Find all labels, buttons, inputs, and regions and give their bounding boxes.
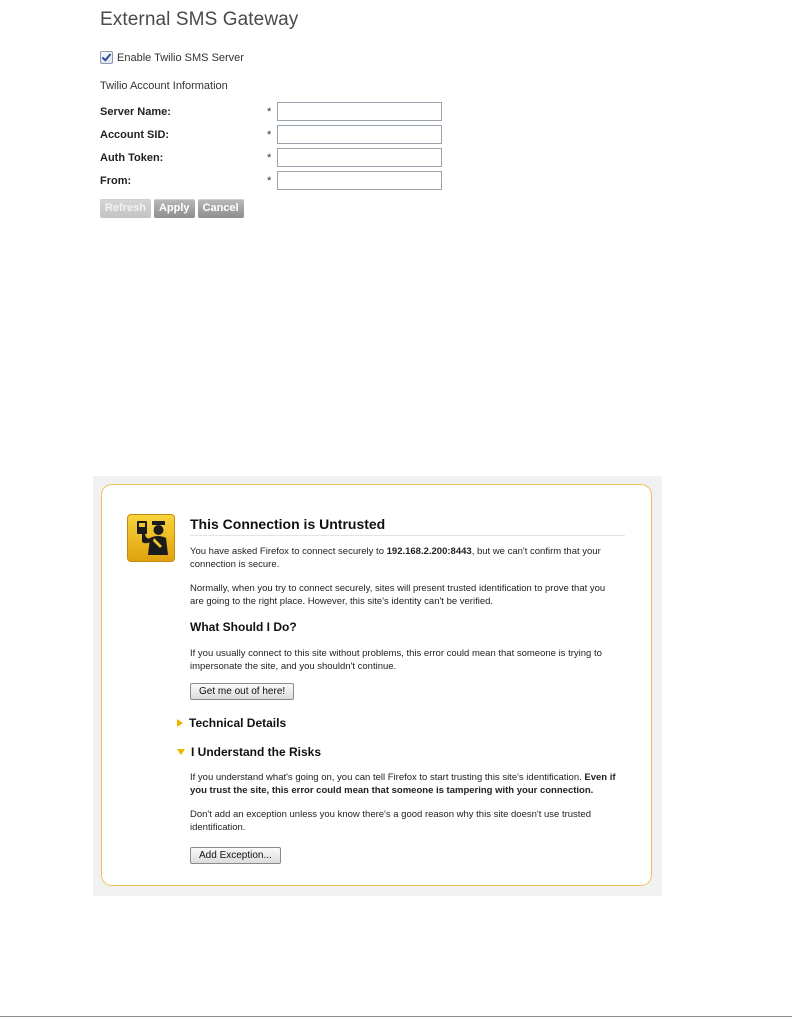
required-marker: * xyxy=(267,106,272,118)
required-marker: * xyxy=(267,129,272,141)
paragraph-connect-securely xyxy=(190,545,620,571)
paragraph-exception-warning: Don't add an exception unless you know there's a good reason why this site doesn't use trusted identification. xyxy=(190,809,591,833)
collapse-arrow-icon xyxy=(177,749,185,755)
server-name-input[interactable] xyxy=(277,102,442,121)
refresh-button[interactable]: Refresh xyxy=(100,199,151,218)
server-name-label: Server Name: xyxy=(100,106,171,118)
auth-token-label: Auth Token: xyxy=(100,152,164,164)
page-title: External SMS Gateway xyxy=(100,9,299,30)
enable-twilio-checkbox[interactable] xyxy=(100,51,113,64)
bottom-divider xyxy=(0,1016,792,1017)
get-me-out-button[interactable]: Get me out of here! xyxy=(190,683,294,700)
technical-details-label[interactable]: Technical Details xyxy=(189,716,287,730)
cancel-button[interactable]: Cancel xyxy=(198,199,244,218)
section-label: Twilio Account Information xyxy=(100,80,228,92)
from-row xyxy=(100,171,460,193)
p1-text-end: , but we can't confirm that your connection is secure. xyxy=(190,546,601,570)
p4-warning: Even if you trust the site, this error could mean that someone is tampering with your connection. xyxy=(190,772,616,796)
account-sid-input[interactable] xyxy=(277,125,442,144)
paragraph-identity: Normally, when you try to connect securely, sites will present trusted identification to prove that you are going to the right place. However, this site's identity can't be verified. xyxy=(190,583,606,607)
auth-token-row xyxy=(100,148,460,170)
paragraph-trusting xyxy=(190,771,620,797)
account-sid-row xyxy=(100,125,460,147)
p1-text-start: You have asked Firefox to connect securely to xyxy=(190,546,387,557)
untrusted-connection-frame xyxy=(93,476,662,896)
host-address: 192.168.2.200:8443 xyxy=(386,546,472,557)
expand-arrow-icon xyxy=(177,719,183,727)
enable-twilio-label[interactable]: Enable Twilio SMS Server xyxy=(117,51,244,64)
from-label: From: xyxy=(100,175,132,187)
required-marker: * xyxy=(267,175,272,187)
server-name-row xyxy=(100,102,460,124)
technical-details-toggle[interactable] xyxy=(177,716,286,730)
what-should-i-do-heading: What Should I Do? xyxy=(190,620,297,634)
p4-text: If you understand what's going on, you can tell Firefox to start trusting this site's identification. xyxy=(190,772,585,783)
paragraph-impersonate: If you usually connect to this site without problems, this error could mean that someone is trying to impersonate the site, and you shouldn't continue. xyxy=(190,648,602,672)
enable-twilio-row[interactable] xyxy=(100,51,244,64)
untrusted-connection-box xyxy=(101,484,652,886)
auth-token-input[interactable] xyxy=(277,148,442,167)
add-exception-button[interactable]: Add Exception... xyxy=(190,847,281,864)
untrusted-title: This Connection is Untrusted xyxy=(190,516,625,536)
account-sid-label: Account SID: xyxy=(100,129,170,141)
understand-risks-toggle[interactable] xyxy=(177,745,321,759)
required-marker: * xyxy=(267,152,272,164)
sms-gateway-panel xyxy=(0,0,792,230)
understand-risks-label[interactable]: I Understand the Risks xyxy=(191,745,322,759)
security-officer-icon xyxy=(127,514,175,562)
apply-button[interactable]: Apply xyxy=(154,199,195,218)
from-input[interactable] xyxy=(277,171,442,190)
form-buttons xyxy=(100,199,244,218)
